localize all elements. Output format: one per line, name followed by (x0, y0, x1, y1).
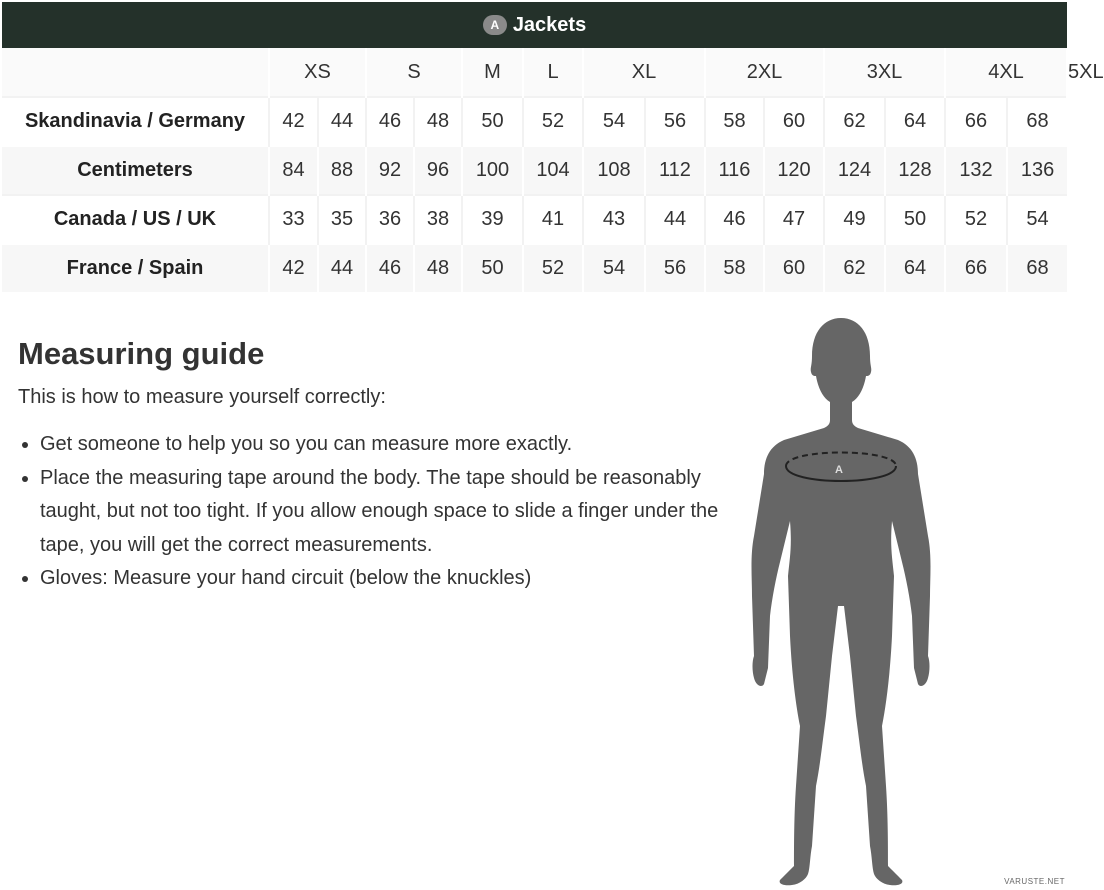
body-silhouette-figure (744, 316, 944, 890)
size-header: 4XL (945, 48, 1067, 97)
table-cell: 68 (1007, 97, 1067, 146)
table-cell: 33 (269, 195, 318, 244)
table-title-text: Jackets (512, 13, 587, 36)
table-cell: 39 (462, 195, 523, 244)
size-chart-table: A Jackets XS S M L XL 2XL 3XL 4XL 5XL Skandinavia / Germany 42 44 46 48 50 52 54 56 58 60 62 64 66 68 Centimeters 84 88 92 96 100 104 108 112 116 120 124 128 132 136 Canada / US / UK 33 35 36 38 39 41 43 44 46 47 49 50 52 54 France / Spain 42 44 46 48 50 52 54 56 58 60 62 64 66 68 (2, 2, 1067, 292)
table-cell: 54 (583, 244, 645, 292)
watermark: VARUSTE.NET (1004, 877, 1065, 886)
table-cell: 52 (523, 244, 583, 292)
guide-list-item: • Get someone to help you so you can measure more exactly. (40, 428, 730, 462)
table-cell: 92 (366, 146, 414, 195)
table-cell: 44 (645, 195, 705, 244)
row-label: France / Spain (2, 244, 269, 292)
table-cell: 35 (318, 195, 366, 244)
table-cell: 104 (523, 146, 583, 195)
table-cell: 62 (824, 244, 885, 292)
table-cell: 56 (645, 244, 705, 292)
table-cell: 60 (764, 244, 824, 292)
size-header: 2XL (705, 48, 824, 97)
table-row (2, 97, 1067, 146)
table-cell: 44 (318, 97, 366, 146)
table-row (2, 146, 1067, 195)
table-cell: 120 (764, 146, 824, 195)
guide-list-item: • Gloves: Measure your hand circuit (below the knuckles) (40, 562, 730, 596)
table-cell: 62 (824, 97, 885, 146)
table-cell: 54 (583, 97, 645, 146)
size-header: XS (269, 48, 366, 97)
table-cell: 50 (462, 97, 523, 146)
table-cell: 50 (885, 195, 945, 244)
table-cell: 108 (583, 146, 645, 195)
table-cell: 128 (885, 146, 945, 195)
table-cell: 58 (705, 97, 764, 146)
table-cell: 42 (269, 97, 318, 146)
table-cell: 66 (945, 97, 1007, 146)
table-cell: 36 (366, 195, 414, 244)
table-cell: 42 (269, 244, 318, 292)
table-cell: 52 (945, 195, 1007, 244)
chest-measure-label: A (835, 464, 843, 476)
table-cell: 84 (269, 146, 318, 195)
guide-intro: This is how to measure yourself correctly: (18, 386, 386, 408)
table-cell: 88 (318, 146, 366, 195)
table-cell: 44 (318, 244, 366, 292)
table-cell: 46 (366, 97, 414, 146)
table-cell: 112 (645, 146, 705, 195)
guide-title: Measuring guide (18, 336, 265, 371)
table-cell: 64 (885, 244, 945, 292)
size-header: L (523, 48, 583, 97)
table-title (2, 2, 1067, 48)
table-cell: 52 (523, 97, 583, 146)
size-header: 3XL (824, 48, 945, 97)
measure-a-badge: A (483, 15, 507, 35)
table-cell: 48 (414, 97, 462, 146)
table-cell: 41 (523, 195, 583, 244)
table-cell: 43 (583, 195, 645, 244)
body-silhouette (752, 318, 931, 885)
table-cell: 100 (462, 146, 523, 195)
guide-list (18, 428, 730, 596)
table-cell: 64 (885, 97, 945, 146)
table-cell: 60 (764, 97, 824, 146)
size-table-body (2, 97, 1067, 292)
table-cell: 46 (366, 244, 414, 292)
size-header: XL (583, 48, 705, 97)
table-cell: 58 (705, 244, 764, 292)
table-cell: 96 (414, 146, 462, 195)
row-label: Canada / US / UK (2, 195, 269, 244)
size-header: S (366, 48, 462, 97)
table-cell: 132 (945, 146, 1007, 195)
size-header: M (462, 48, 523, 97)
size-header-blank (2, 48, 269, 97)
table-cell: 116 (705, 146, 764, 195)
guide-list-item: • Place the measuring tape around the body. The tape should be reasonably taught, but not too tight. If you allow enough space to slide a finger under the tape, you will get the correct measurements. (40, 462, 730, 563)
row-label: Centimeters (2, 146, 269, 195)
table-cell: 124 (824, 146, 885, 195)
table-cell: 46 (705, 195, 764, 244)
table-row (2, 195, 1067, 244)
table-row (2, 244, 1067, 292)
table-cell: 66 (945, 244, 1007, 292)
table-cell: 38 (414, 195, 462, 244)
table-cell: 54 (1007, 195, 1067, 244)
table-cell: 136 (1007, 146, 1067, 195)
table-cell: 68 (1007, 244, 1067, 292)
table-cell: 50 (462, 244, 523, 292)
table-cell: 49 (824, 195, 885, 244)
table-cell: 48 (414, 244, 462, 292)
table-cell: 47 (764, 195, 824, 244)
table-cell: 56 (645, 97, 705, 146)
row-label: Skandinavia / Germany (2, 97, 269, 146)
